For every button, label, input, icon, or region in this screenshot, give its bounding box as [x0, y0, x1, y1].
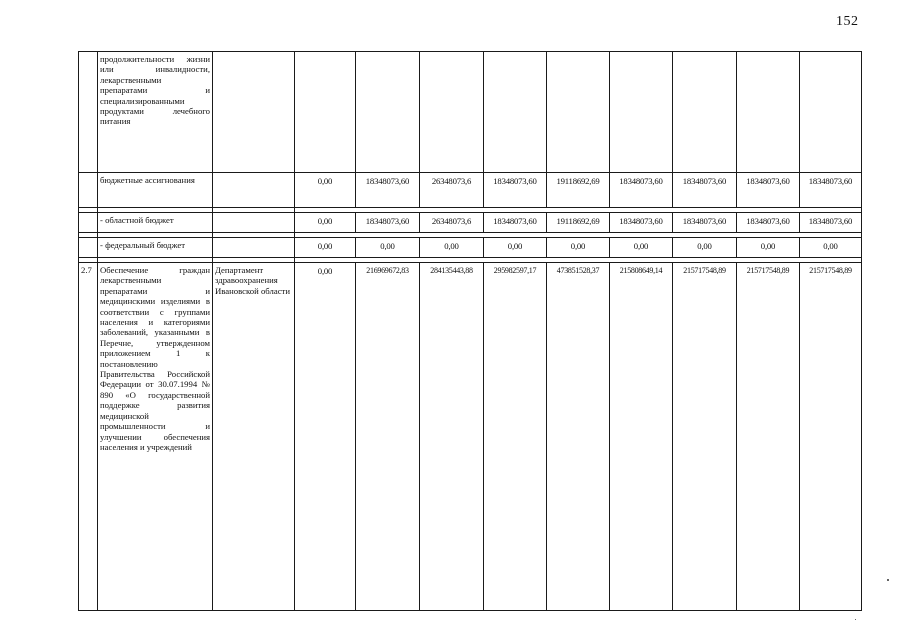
- table-cell: 18348073,60: [673, 173, 737, 208]
- table-cell: 18348073,60: [610, 213, 673, 233]
- table-cell: 215717548,89: [800, 263, 862, 611]
- row-label: бюджетные ассигнования: [98, 173, 213, 208]
- item-executor: Департамент здравоохранения Ивановской области: [213, 263, 295, 611]
- table-row-item-2-7: [79, 263, 862, 611]
- row-label: - областной бюджет: [98, 213, 213, 233]
- table-cell: 284135443,88: [420, 263, 484, 611]
- table-cell: 26348073,6: [420, 173, 484, 208]
- item-number: 2.7: [79, 263, 98, 611]
- table-cell: 0,00: [547, 238, 610, 258]
- page-number: 152: [836, 14, 859, 29]
- table-row-federal-budget: [79, 238, 862, 258]
- table-cell: 18348073,60: [673, 213, 737, 233]
- table-cell: 295982597,17: [484, 263, 547, 611]
- table-cell: 18348073,60: [737, 173, 800, 208]
- scan-speck: [887, 579, 889, 581]
- budget-table: [78, 51, 862, 611]
- table-cell: 0,00: [610, 238, 673, 258]
- table-cell: 18348073,60: [610, 173, 673, 208]
- row-label: - федеральный бюджет: [98, 238, 213, 258]
- table-cell: 19118692,69: [547, 213, 610, 233]
- cell-executor: [213, 52, 295, 173]
- table-cell: 0,00: [800, 238, 862, 258]
- table-cell: 18348073,60: [484, 213, 547, 233]
- table-cell: 0,00: [356, 238, 420, 258]
- item-description: Обеспечение граждан лекарственными препаратами и медицинскими изделиями в соответствии с группами населения и категориями заболеваний, указанными в Перечне, утвержденном приложением 1 к постановлению Правительства Российской Федерации от 30.07.1994 № 890 «О государственной поддержке развития медицинской промышленности и улучшении обеспечения населения и учреждений: [98, 263, 213, 611]
- table-cell: 0,00: [484, 238, 547, 258]
- table-cell: 473851528,37: [547, 263, 610, 611]
- table-cell: 0,00: [295, 173, 356, 208]
- table-cell: 26348073,6: [420, 213, 484, 233]
- table-cell: 18348073,60: [800, 173, 862, 208]
- table-cell: 215717548,89: [737, 263, 800, 611]
- table-cell: 18348073,60: [356, 173, 420, 208]
- table-cell: 215717548,89: [673, 263, 737, 611]
- table-cell: 19118692,69: [547, 173, 610, 208]
- cell-description: продолжительности жизни или инвалидности, лекарственными препаратами и специализированными продуктами лечебного питания: [98, 52, 213, 173]
- scan-speck: [855, 619, 856, 620]
- table-cell: 18348073,60: [737, 213, 800, 233]
- table-cell: 0,00: [295, 213, 356, 233]
- table-cell: 18348073,60: [800, 213, 862, 233]
- table-cell: 18348073,60: [356, 213, 420, 233]
- table-cell: 0,00: [737, 238, 800, 258]
- table-cell: 216969672,83: [356, 263, 420, 611]
- table-row-header-continuation: [79, 52, 862, 173]
- table-row-regional-budget: [79, 213, 862, 233]
- table-cell: 0,00: [673, 238, 737, 258]
- table-cell: 0,00: [295, 238, 356, 258]
- table-cell: 0,00: [295, 263, 356, 611]
- table-cell: 215808649,14: [610, 263, 673, 611]
- table-cell: 18348073,60: [484, 173, 547, 208]
- table-cell: 0,00: [420, 238, 484, 258]
- table-row-budget-total: [79, 173, 862, 208]
- cell-number: [79, 52, 98, 173]
